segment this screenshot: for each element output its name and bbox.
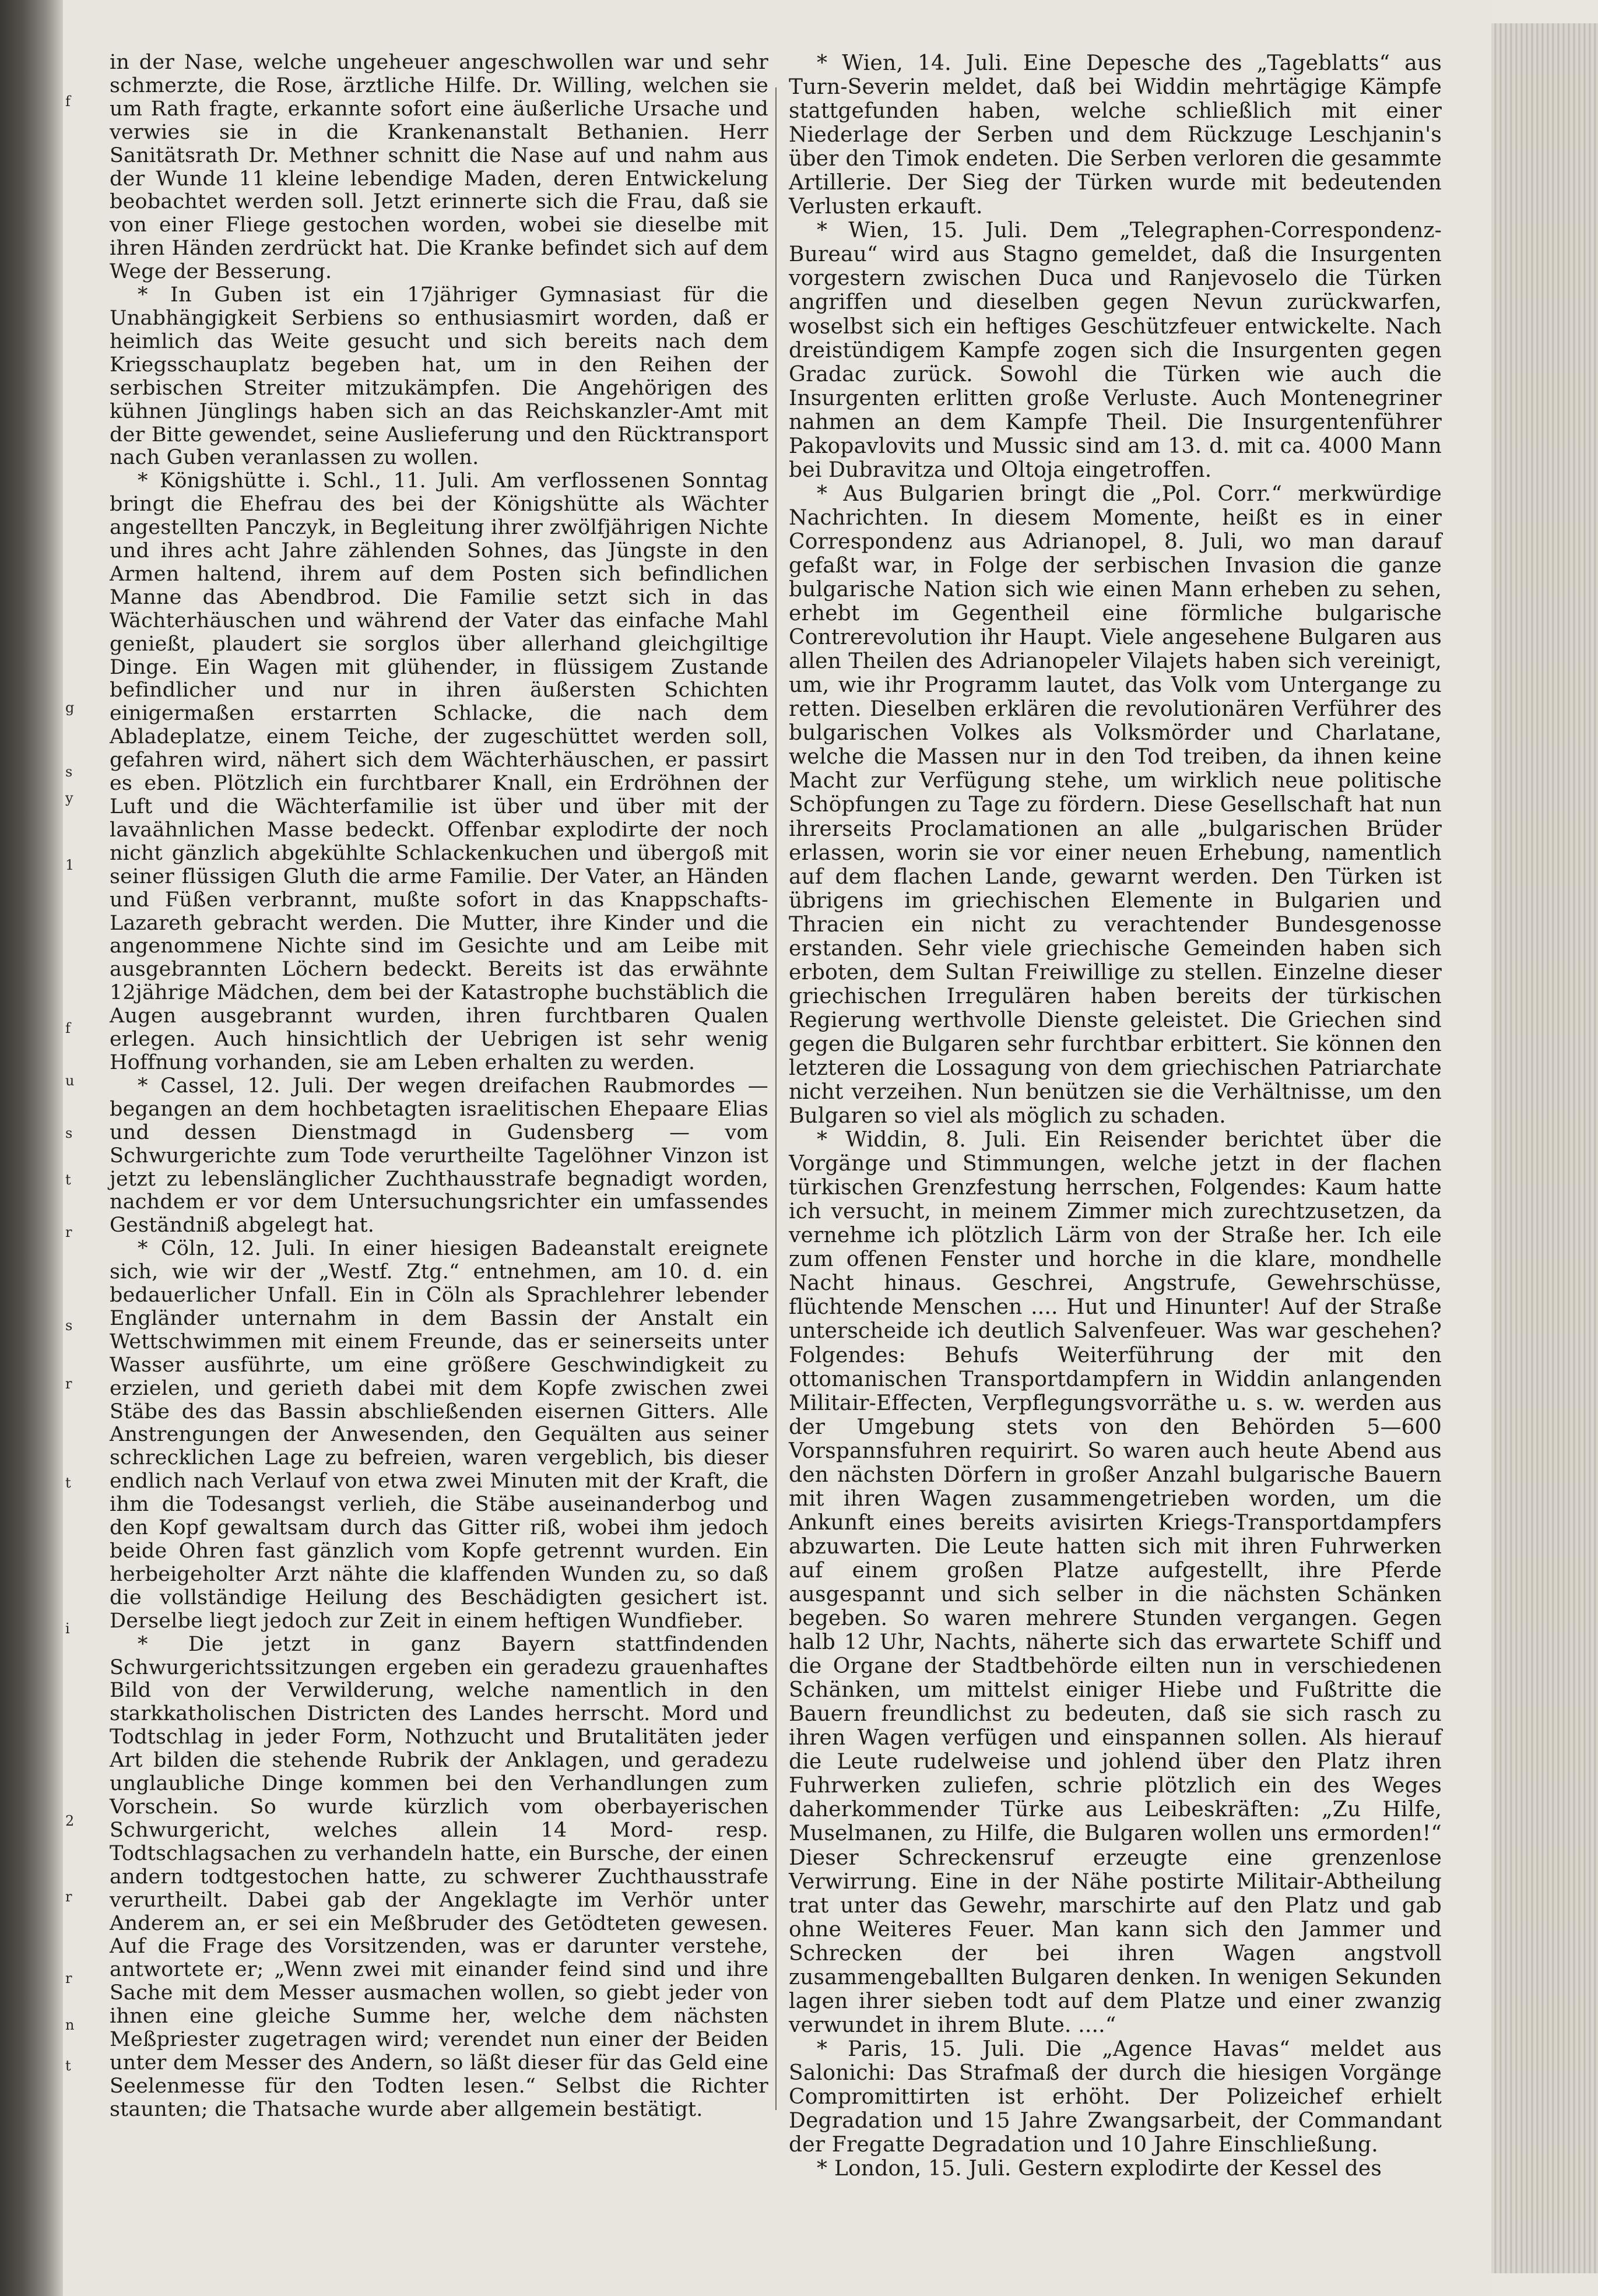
- newspaper-page: [63, 0, 1491, 2296]
- article-paragraph: * London, 15. Juli. Gestern explodirte der Kessel des: [817, 2157, 1382, 2181]
- page-fore-edge-stack: [1491, 23, 1598, 2273]
- margin-fragment: u: [65, 1073, 75, 1089]
- article-paragraph: * In Guben ist ein 17jähriger Gymnasiast für die Unabhängigkeit Serbiens so enthusiasmirt worden, daß er heimlich das Weite gesucht und sich bereits nach dem Kriegsschauplatz begeben hat, um in den Reihen der serbischen Streiter mitzukämpfen. Die Angehörigen des kühnen Jünglings haben sich an das Reichskanzler-Amt mit der Bitte gewendet, seine Auslieferung und den Rücktransport nach Guben veranlassen zu wollen.: [110, 283, 768, 470]
- margin-fragment: f: [65, 1020, 71, 1036]
- facing-page-margin-fragments: [65, 93, 89, 2075]
- margin-fragment: s: [65, 1125, 73, 1141]
- margin-fragment: g: [65, 699, 75, 716]
- margin-fragment: 1: [65, 857, 75, 873]
- article-paragraph: * Widdin, 8. Juli. Ein Reisender berichtet über die Vorgänge und Stimmungen, welche jetzt in der flachen türkischen Grenzfestung herrschen, Folgendes: Kaum hatte ich versucht, in meinem Zimmer mich zurechtzusetzen, da vernehme ich plötzlich Lärm von der Straße her. Ich eile zum offenen Fenster und horche in die klare, mondhelle Nacht hinaus. Geschrei, Angstrufe, Gewehrschüsse, flüchtende Menschen .... Hut und Hinunter! Auf der Straße unterscheide ich deutlich Salvenfeuer. Was war geschehen? Folgendes: Behufs Weiterführung der mit den ottomanischen Transportdampfern in Widdin anlangenden Militair-Effecten, Verpflegungsvorräthe u. s. w. werden aus der Umgebung stets von den Behörden 5—600 Vorspannsfuhren requirirt. So waren auch heute Abend aus den nächsten Dörfern in großer Anzahl bulgarische Bauern mit ihren Wagen zusammengetrieben worden, um die Ankunft eines bereits avisirten Kriegs-Transportdampfers abzuwarten. Die Leute hatten sich mit ihren Fuhrwerken auf einem großen Platze aufgestellt, ihre Pferde ausgespannt und sich selber in die nächsten Schänken begeben. So waren mehrere Stunden vergangen. Gegen halb 12 Uhr, Nachts, näherte sich das erwartete Schiff und die Organe der Stadtbehörde eilten nun in verschiedenen Schänken, um mittelst einiger Hiebe und Fußtritte die Bauern freundlichst zu bedeuten, daß sie sich rasch zu ihren Wagen verfügen und einspannen sollen. Als hierauf die Leute rudelweise und johlend über den Platz ihren Fuhrwerken zuliefen, schrie plötzlich ein des Weges daherkommender Türke aus Leibeskräften: „Zu Hilfe, Muselmanen, zu Hilfe, die Bulgaren wollen uns ermorden!“ Dieser Schreckensruf erzeugte eine grenzenlose Verwirrung. Eine in der Nähe postirte Militair-Abtheilung trat unter das Gewehr, marschirte auf den Platz und gab ohne Weiteres Feuer. Man kann sich den Jammer und Schrecken der bei ihren Wagen angstvoll zusammengeballten Bulgaren denken. In wenigen Sekunden lagen ihrer sieben todt auf dem Platze und einer zwanzig verwundet in ihrem Blute. ....“: [789, 1128, 1442, 2037]
- margin-fragment: s: [65, 764, 73, 780]
- margin-fragment: s: [65, 1317, 73, 1334]
- right-column: [789, 51, 1442, 2181]
- margin-fragment: 2: [65, 1813, 75, 1829]
- article-paragraph: * Königshütte i. Schl., 11. Juli. Am verflossenen Sonntag bringt die Ehefrau des bei der Königshütte als Wächter angestellten Panczyk, in Begleitung ihrer zwölfjährigen Nichte und ihres acht Jahre zählenden Sohnes, das Jüngste in den Armen haltend, ihrem auf dem Posten sich befindlichen Manne das Abendbrod. Die Familie setzt sich in das Wächterhäuschen und während der Vater das einfache Mahl genießt, plaudert sie sorglos über allerhand gleichgiltige Dinge. Ein Wagen mit glühender, in flüssigem Zustande befindlicher und nur in ihren äußersten Schichten einigermaßen erstarrten Schlacke, die nach dem Abladeplatze, einem Teiche, der zugeschüttet werden soll, gefahren wird, nähert sich dem Wächterhäuschen, er passirt es eben. Plötzlich ein furchtbarer Knall, ein Erdröhnen der Luft und die Wächterfamilie ist über und über mit der lavaähnlichen Masse bedeckt. Offenbar explodirte der noch nicht gänzlich abgekühlte Schlackenkuchen und übergoß mit seiner flüssigen Gluth die arme Familie. Der Vater, an Händen und Füßen verbrannt, mußte sofort in das Knappschafts-Lazareth gebracht werden. Die Mutter, ihre Kinder und die angenommene Nichte sind im Gesichte und am Leibe mit ausgebrannten Löchern bedeckt. Bereits ist das erwähnte 12jährige Mädchen, dem bei der Katastrophe buchstäblich die Augen ausgebrannt wurden, ihren furchtbaren Qualen erlegen. Auch hinsichtlich der Uebrigen ist sehr wenig Hoffnung vorhanden, sie am Leben erhalten zu werden.: [110, 469, 768, 1074]
- margin-fragment: r: [65, 1224, 72, 1240]
- margin-fragment: y: [65, 790, 73, 806]
- margin-fragment: t: [65, 1475, 71, 1491]
- left-column: [110, 51, 768, 2122]
- margin-fragment: r: [65, 1889, 72, 1905]
- article-paragraph: * Wien, 14. Juli. Eine Depesche des „Tageblatts“ aus Turn-Severin meldet, daß bei Widdin mehrtägige Kämpfe stattgefunden haben, welche schließlich mit einer Niederlage der Serben und dem Rückzuge Leschjanin's über den Timok endeten. Die Serben verloren die gesammte Artillerie. Der Sieg der Türken wurde mit bedeutenden Verlusten erkauft.: [789, 51, 1442, 219]
- article-paragraph: * Cöln, 12. Juli. In einer hiesigen Badeanstalt ereignete sich, wie wir der „Westf. Ztg.“ entnehmen, am 10. d. ein bedauerlicher Unfall. Ein in Cöln als Sprachlehrer lebender Engländer unternahm in dem Bassin der Anstalt ein Wettschwimmen mit einem Freunde, das er seinerseits unter Wasser ausführte, um eine größere Geschwindigkeit zu erzielen, und gerieth dabei mit dem Kopfe zwischen zwei Stäbe des das Bassin abschließenden eisernen Gitters. Alle Anstrengungen der Anwesenden, den Gequälten aus seiner schrecklichen Lage zu befreien, waren vergeblich, bis dieser endlich nach Verlauf von etwa zwei Minuten mit der Kraft, die ihm die Todesangst verlieh, die Stäbe auseinanderbog und den Kopf gewaltsam durch das Gitter riß, wobei ihm jedoch beide Ohren fast gänzlich vom Kopfe getrennt wurden. Ein herbeigeholter Arzt nähte die klaffenden Wunden zu, so daß die vollständige Heilung des Beschädigten gesichert ist. Derselbe liegt jedoch zur Zeit in einem heftigen Wundfieber.: [110, 1237, 768, 1633]
- margin-fragment: t: [65, 1172, 71, 1188]
- margin-fragment: n: [65, 2017, 75, 2033]
- article-paragraph: * Die jetzt in ganz Bayern stattfindenden Schwurgerichtssitzungen ergeben ein geradezu grauenhaftes Bild von der Verwilderung, welche namentlich in den starkkatholischen Districten des Landes herrscht. Mord und Todtschlag in jeder Form, Nothzucht und Brutalitäten jeder Art bilden die stehende Rubrik der Anklagen, und geradezu unglaubliche Dinge kommen bei den Verhandlungen zum Vorschein. So wurde kürzlich vom oberbayerischen Schwurgericht, welches allein 14 Mord- resp. Todtschlagsachen zu verhandeln hatte, ein Bursche, der einen andern todtgestochen hatte, zu schwerer Zuchthausstrafe verurtheilt. Dabei gab der Angeklagte im Verhör unter Anderem an, er sei ein Meßbruder des Getödteten gewesen. Auf die Frage des Vorsitzenden, was er darunter verstehe, antwortete er; „Wenn zwei mit einander feind sind und ihre Sache mit dem Messer ausmachen wollen, so giebt jeder von ihnen eine gleiche Summe her, welche dem nächsten Meßpriester zugetragen wird; verendet nun einer der Beiden unter dem Messer des Andern, so läßt dieser für das Geld eine Seelenmesse für den Todten lesen.“ Selbst die Richter staunten; die Thatsache wurde aber allgemein bestätigt.: [110, 1632, 768, 2121]
- margin-fragment: i: [65, 1620, 70, 1637]
- margin-fragment: r: [65, 1970, 72, 1986]
- column-divider: [775, 87, 777, 2110]
- margin-fragment: f: [65, 93, 71, 110]
- margin-fragment: r: [65, 1376, 72, 1392]
- article-paragraph: * Wien, 15. Juli. Dem „Telegraphen-Correspondenz-Bureau“ wird aus Stagno gemeldet, daß die Insurgenten vorgestern zwischen Duca und Ranjevoselo die Türken angriffen und dieselben gegen Nevun zurückwarfen, woselbst sich ein heftiges Geschützfeuer entwickelte. Nach dreistündigem Kampfe zogen sich die Insurgenten gegen Gradac zurück. Sowohl die Türken wie auch die Insurgenten erlitten große Verluste. Auch Montenegriner nahmen an dem Kampfe Theil. Die Insurgentenführer Pakopavlovits und Mussic sind am 13. d. mit ca. 4000 Mann bei Dubravitza und Oltoja eingetroffen.: [789, 219, 1442, 482]
- book-gutter-shadow: [0, 0, 63, 2296]
- article-paragraph: * Aus Bulgarien bringt die „Pol. Corr.“ merkwürdige Nachrichten. In diesem Momente, heißt es in einer Correspondenz aus Adrianopel, 8. Juli, wo man darauf gefaßt war, in Folge der serbischen Invasion die ganze bulgarische Nation sich wie einen Mann erheben zu sehen, erhebt im Gegentheil eine förmliche bulgarische Contrerevolution ihr Haupt. Viele angesehene Bulgaren aus allen Theilen des Adrianopeler Vilajets haben sich vereinigt, um, wie ihr Programm lautet, das Volk vom Untergange zu retten. Dieselben erklären die revolutionären Verführer des bulgarischen Volkes als Volksmörder und Charlatane, welche die Massen nur in den Tod treiben, da ihnen keine Macht zur Verfügung stehe, um wirklich neue politische Schöpfungen zu Tage zu fördern. Diese Gesellschaft hat nun ihrerseits Proclamationen an alle „bulgarischen Brüder erlassen, worin sie vor einer neuen Erhebung, namentlich auf dem flachen Lande, gewarnt werden. Den Türken ist übrigens im griechischen Elemente in Bulgarien und Thracien ein nicht zu verachtender Bundesgenosse erstanden. Sehr viele griechische Gemeinden haben sich erboten, dem Sultan Freiwillige zu stellen. Einzelne dieser griechischen Irregulären haben bereits der türkischen Regierung werthvolle Dienste geleistet. Die Griechen sind gegen die Bulgaren sehr furchtbar erbittert. Sie können den letzteren die Lossagung von dem griechischen Patriarchate nicht verzeihen. Nun benützen sie die Verhältnisse, um den Bulgaren so viel als möglich zu schaden.: [789, 481, 1442, 1128]
- article-paragraph: * Cassel, 12. Juli. Der wegen dreifachen Raubmordes — begangen an dem hochbetagten israelitischen Ehepaare Elias und dessen Dienstmagd in Gudensberg — vom Schwurgerichte zum Tode verurtheilte Tagelöhner Vinzon ist jetzt zu lebenslänglicher Zuchthausstrafe begnadigt worden, nachdem er vor dem Untersuchungsrichter ein umfassendes Geständniß abgelegt hat.: [110, 1074, 768, 1237]
- margin-fragment: t: [65, 2058, 71, 2074]
- article-paragraph: * Paris, 15. Juli. Die „Agence Havas“ meldet aus Salonichi: Das Strafmaß der durch die hiesigen Vorgänge Compromittirten ist erhöht. Der Polizeichef erhielt Degradation und 15 Jahre Zwangsarbeit, der Commandant der Fregatte Degradation und 10 Jahre Einschließung.: [789, 2037, 1442, 2157]
- article-paragraph: in der Nase, welche ungeheuer angeschwollen war und sehr schmerzte, die Rose, ärztliche Hilfe. Dr. Willing, welchen sie um Rath fragte, erkannte sofort eine äußerliche Ursache und verwies sie in die Krankenanstalt Bethanien. Herr Sanitätsrath Dr. Methner schnitt die Nase auf und nahm aus der Wunde 11 kleine lebendige Maden, deren Entwickelung beobachtet werden soll. Jetzt erinnerte sich die Frau, daß sie von einer Fliege gestochen worden, wobei sie dieselbe mit ihren Händen zerdrückt hat. Die Kranke befindet sich auf dem Wege der Besserung.: [110, 51, 768, 284]
